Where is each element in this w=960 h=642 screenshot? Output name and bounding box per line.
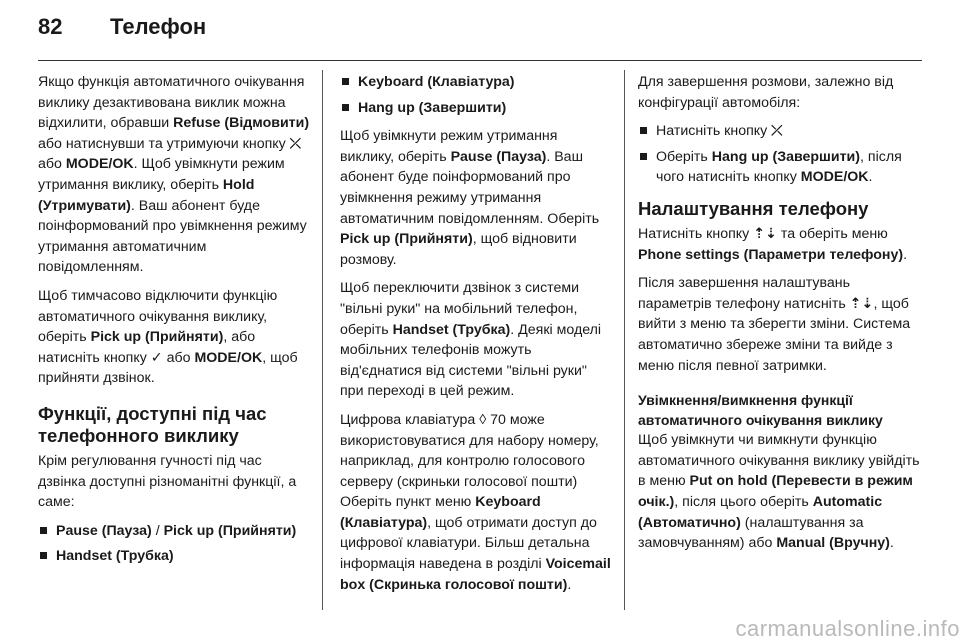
text: .: [903, 246, 908, 263]
paragraph: [638, 224, 920, 265]
text: Натисніть кнопку: [638, 225, 754, 242]
paragraph: [38, 286, 310, 389]
text: Hang up (Завершити): [358, 99, 507, 116]
text: може використовуватися для набору номеру, наприклад, для контролю голосового серверу (скриньки голосової пошти) Оберіть пункт меню: [340, 411, 599, 511]
mode-ok-label: MODE/OK: [65, 156, 134, 173]
text: .: [889, 535, 894, 552]
paragraph: Крім регулювання гучності під час дзвінка доступні різноманітні функції, а саме:: [38, 452, 297, 511]
text: та оберіть меню: [776, 225, 888, 242]
text: , після цього оберіть: [674, 493, 813, 510]
text: Pick up (Прийняти): [340, 231, 473, 248]
text: . Щоб увімкнути режим утримання виклику, оберіть: [38, 156, 285, 193]
list-item: [340, 72, 612, 93]
paragraph: [638, 273, 920, 376]
text: , щоб прийняти дзвінок.: [38, 349, 298, 387]
text: MODE/OK: [800, 169, 869, 186]
text: Щоб увімкнути режим утримання виклику, оберіть: [340, 128, 558, 165]
page-header: [38, 14, 206, 54]
section-heading: Налаштування телефону: [638, 197, 869, 219]
text: Pause (Пауза): [450, 148, 547, 165]
text: Оберіть: [656, 148, 712, 165]
text: Manual (Вручну): [776, 535, 890, 552]
menu-option-refuse: Refuse (Відмовити): [173, 115, 310, 132]
text: Щоб переключити дзвінок з системи "вільні руки" на мобільний телефон, оберіть: [340, 280, 580, 338]
text: Put on hold (Перевести в режим очік.): [638, 473, 913, 510]
text: Pick up (Прийняти): [163, 522, 297, 539]
list-item: [340, 98, 612, 119]
text: . Ваш абонент буде поінформований про увімкнення режиму утримання автоматичним повідомленням. Оберіть: [340, 148, 600, 227]
text: Keyboard (Клавіатура): [340, 494, 541, 531]
text: Automatic (Автоматично): [638, 493, 883, 531]
paragraph: Для завершення розмови, залежно від конфігурації автомобіля:: [638, 74, 894, 111]
hang-up-icon: ⤫: [771, 123, 783, 140]
text: (налаштування за замовчуванням) або: [638, 514, 864, 552]
text: , щоб отримати доступ до цифрової клавіатури. Більш детальна інформація наведена в розділі: [340, 514, 597, 573]
text: .: [567, 576, 572, 593]
feature-list: [38, 521, 310, 567]
hang-up-icon: ⤫: [289, 135, 302, 152]
text: Keyboard (Клавіатура): [358, 74, 515, 90]
text: Handset (Трубка): [392, 321, 511, 338]
text: Щоб увімкнути чи вимкнути функцію автоматичного очікування виклику увійдіть в меню: [638, 432, 920, 490]
text: Pause (Пауза): [56, 522, 152, 539]
column-2: [340, 72, 612, 603]
paragraph: [340, 278, 612, 402]
text: , або натисніть кнопку: [38, 329, 256, 366]
paragraph: [38, 72, 310, 278]
feature-list: [340, 72, 612, 118]
text: /: [151, 522, 164, 539]
section-heading: Функції, доступні під час телефонного виклику: [38, 402, 267, 446]
text: . Деякі моделі мобільних телефонів можуть від'єднатися від системи "вільні руки" при переході в цей режим.: [340, 321, 602, 400]
settings-key-icon: ⇡⇣: [753, 225, 777, 242]
text: або: [162, 349, 195, 366]
text: Hang up (Завершити): [711, 148, 861, 165]
text: Phone settings (Параметри телефону): [638, 246, 904, 263]
text: Цифрова клавіатура: [340, 411, 480, 428]
paragraph: [340, 410, 612, 595]
text: , щоб відновити розмову.: [340, 231, 577, 268]
mode-ok-label: MODE/OK: [194, 349, 263, 366]
menu-option-hold: Hold (Утримувати): [38, 176, 255, 214]
pick-up-icon: ✓: [150, 349, 163, 366]
paragraph: [340, 126, 612, 270]
list-item: [638, 147, 920, 188]
menu-option-pick-up: Pick up (Прийняти): [90, 329, 224, 346]
column-1: [38, 72, 310, 575]
column-divider: [322, 70, 323, 610]
text: Voicemail box (Скринька голосової пошти): [340, 556, 611, 593]
column-3: [638, 72, 920, 562]
text: або: [38, 156, 66, 173]
text: Handset (Трубка): [56, 548, 174, 565]
page-number: 82: [38, 14, 63, 39]
text: .: [868, 169, 873, 186]
text: , після чого натисніть кнопку: [656, 148, 902, 186]
text: Натисніть кнопку: [656, 123, 772, 140]
list-item: [38, 546, 310, 567]
page-title: Телефон: [110, 14, 207, 39]
paragraph: [638, 430, 920, 554]
steps-list: [638, 121, 920, 188]
watermark: carmanualsonline.info: [735, 616, 960, 641]
text: Після завершення налаштувань параметрів телефону натисніть: [638, 275, 850, 312]
text: . Ваш абонент буде поінформований про увімкнення режиму утримання автоматичним повідомленням.: [38, 197, 307, 276]
text: Щоб тимчасово відключити функцію автоматичного очікування виклику, оберіть: [38, 287, 278, 346]
text: або натиснувши та утримуючи кнопку: [38, 135, 290, 152]
text: , щоб вийти з меню та зберегти зміни. Система автоматично збереже зміни та вийде з меню після певної затримки.: [638, 295, 911, 374]
settings-key-icon: ⇡⇣: [849, 295, 874, 312]
subsection-heading: Увімкнення/вимкнення функції автоматичного очікування виклику: [638, 392, 883, 429]
text: Якщо функція автоматичного очікування виклику дезактивована виклик можна відхилити, обравши: [38, 74, 305, 132]
page-reference: ◊ 70: [479, 411, 506, 428]
list-item: [38, 521, 310, 542]
column-divider: [624, 70, 625, 610]
header-divider: [38, 60, 922, 61]
list-item: [638, 121, 920, 142]
